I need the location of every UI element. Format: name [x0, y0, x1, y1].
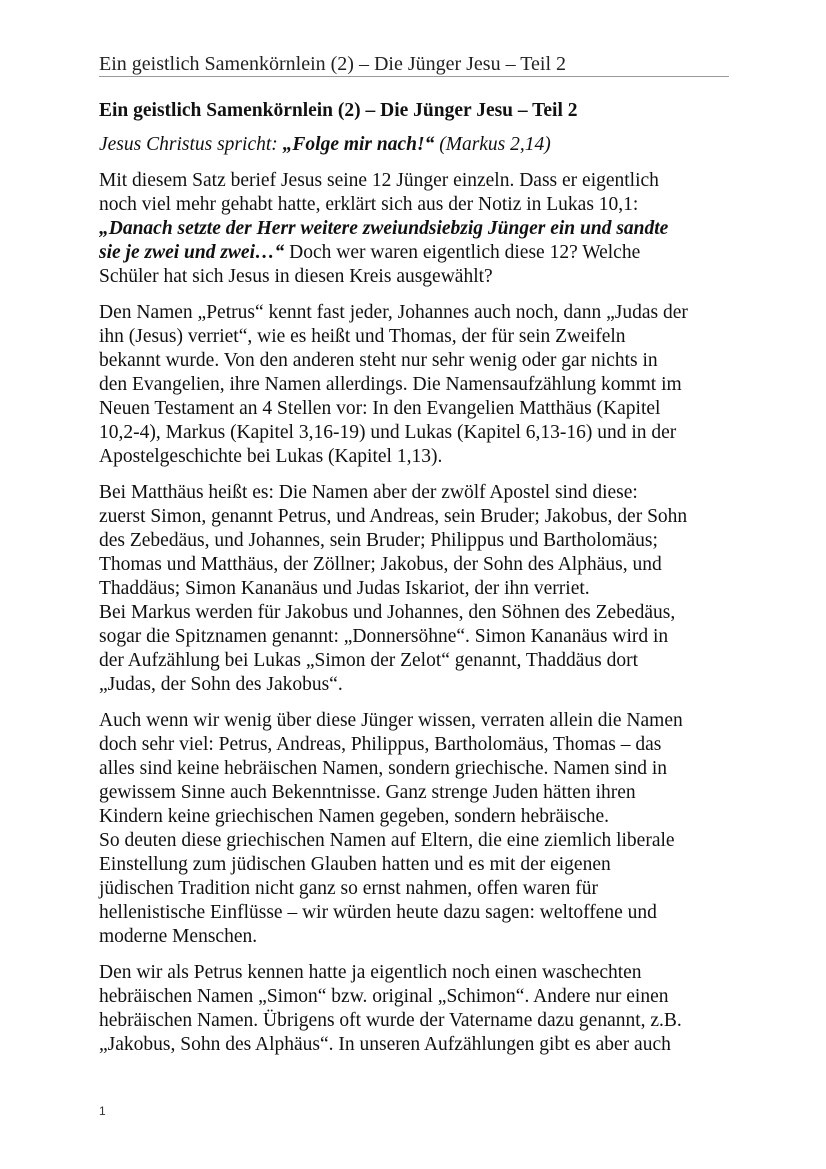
- text-line: Bei Matthäus heißt es: Die Namen aber der zwölf Apostel sind diese:: [99, 482, 638, 503]
- motto-prefix: Jesus Christus spricht:: [99, 134, 283, 155]
- text-line: Schüler hat sich Jesus in diesen Kreis ausgewählt?: [99, 266, 493, 287]
- text-line: hebräischen Namen. Übrigens oft wurde der Vatername dazu genannt, z.B.: [99, 1010, 682, 1031]
- bible-quote-end: sie je zwei und zwei…“: [99, 242, 285, 263]
- paragraph-1: [99, 169, 739, 289]
- bible-quote-line: „Danach setzte der Herr weitere zweiundsiebzig Jünger ein und sandte: [99, 218, 669, 239]
- text-line: bekannt wurde. Von den anderen steht nur sehr wenig oder gar nichts in: [99, 350, 658, 371]
- text-line: „Judas, der Sohn des Jakobus“.: [99, 674, 343, 695]
- text-line: Den wir als Petrus kennen hatte ja eigentlich noch einen waschechten: [99, 962, 642, 983]
- text-segment: Doch wer waren eigentlich diese 12? Welche: [284, 242, 641, 263]
- text-line: alles sind keine hebräischen Namen, sondern griechische. Namen sind in: [99, 758, 668, 779]
- text-line: Bei Markus werden für Jakobus und Johannes, den Söhnen des Zebedäus,: [99, 602, 676, 623]
- paragraph-5: [99, 961, 739, 1057]
- text-line: sogar die Spitznamen genannt: „Donnersöhne“. Simon Kananäus wird in: [99, 626, 669, 647]
- text-line: Neuen Testament an 4 Stellen vor: In den Evangelien Matthäus (Kapitel: [99, 398, 661, 419]
- text-line: gewissem Sinne auch Bekenntnisse. Ganz strenge Juden hätten ihren: [99, 782, 636, 803]
- text-line: So deuten diese griechischen Namen auf Eltern, die eine ziemlich liberale: [99, 830, 675, 851]
- page-number: 1: [99, 1104, 106, 1118]
- paragraph-3: [99, 481, 739, 697]
- text-line: zuerst Simon, genannt Petrus, und Andreas, sein Bruder; Jakobus, der Sohn: [99, 506, 688, 527]
- text-line: „Jakobus, Sohn des Alphäus“. In unseren Aufzählungen gibt es aber auch: [99, 1034, 671, 1055]
- text-line: ihn (Jesus) verriet“, wie es heißt und Thomas, der für sein Zweifeln: [99, 326, 626, 347]
- text-line: des Zebedäus, und Johannes, sein Bruder; Philippus und Bartholomäus;: [99, 530, 658, 551]
- paragraph-4: [99, 709, 739, 949]
- text-line: noch viel mehr gehabt hatte, erklärt sich aus der Notiz in Lukas 10,1:: [99, 194, 639, 215]
- text-line: Mit diesem Satz berief Jesus seine 12 Jünger einzeln. Dass er eigentlich: [99, 170, 659, 191]
- text-line: [99, 241, 739, 265]
- document-body: [99, 98, 739, 1057]
- text-line: der Aufzählung bei Lukas „Simon der Zelot“ genannt, Thaddäus dort: [99, 650, 638, 671]
- header-divider: [99, 76, 729, 77]
- text-line: Kindern keine griechischen Namen gegeben, sondern hebräische.: [99, 806, 610, 827]
- text-line: moderne Menschen.: [99, 926, 258, 947]
- paragraph-2: [99, 301, 739, 469]
- motto-reference: (Markus 2,14): [434, 134, 551, 155]
- text-line: Thomas und Matthäus, der Zöllner; Jakobus, der Sohn des Alphäus, und: [99, 554, 662, 575]
- text-line: doch sehr viel: Petrus, Andreas, Philippus, Bartholomäus, Thomas – das: [99, 734, 662, 755]
- text-line: 10,2-4), Markus (Kapitel 3,16-19) und Lukas (Kapitel 6,13-16) und in der: [99, 422, 677, 443]
- motto-line: [99, 133, 739, 157]
- text-line: Apostelgeschichte bei Lukas (Kapitel 1,13).: [99, 446, 443, 467]
- text-line: hebräischen Namen „Simon“ bzw. original „Schimon“. Andere nur einen: [99, 986, 669, 1007]
- motto-quote: „Folge mir nach!“: [282, 134, 435, 155]
- text-line: den Evangelien, ihre Namen allerdings. Die Namensaufzählung kommt im: [99, 374, 682, 395]
- text-line: Auch wenn wir wenig über diese Jünger wissen, verraten allein die Namen: [99, 710, 683, 731]
- document-title: Ein geistlich Samenkörnlein (2) – Die Jünger Jesu – Teil 2: [99, 100, 578, 121]
- running-header: Ein geistlich Samenkörnlein (2) – Die Jünger Jesu – Teil 2: [99, 53, 567, 75]
- text-line: Einstellung zum jüdischen Glauben hatten und es mit der eigenen: [99, 854, 611, 875]
- text-line: Den Namen „Petrus“ kennt fast jeder, Johannes auch noch, dann „Judas der: [99, 302, 688, 323]
- text-line: jüdischen Tradition nicht ganz so ernst nahmen, offen waren für: [99, 878, 598, 899]
- text-line: Thaddäus; Simon Kananäus und Judas Iskariot, der ihn verriet.: [99, 578, 590, 599]
- text-line: hellenistische Einflüsse – wir würden heute dazu sagen: weltoffene und: [99, 902, 657, 923]
